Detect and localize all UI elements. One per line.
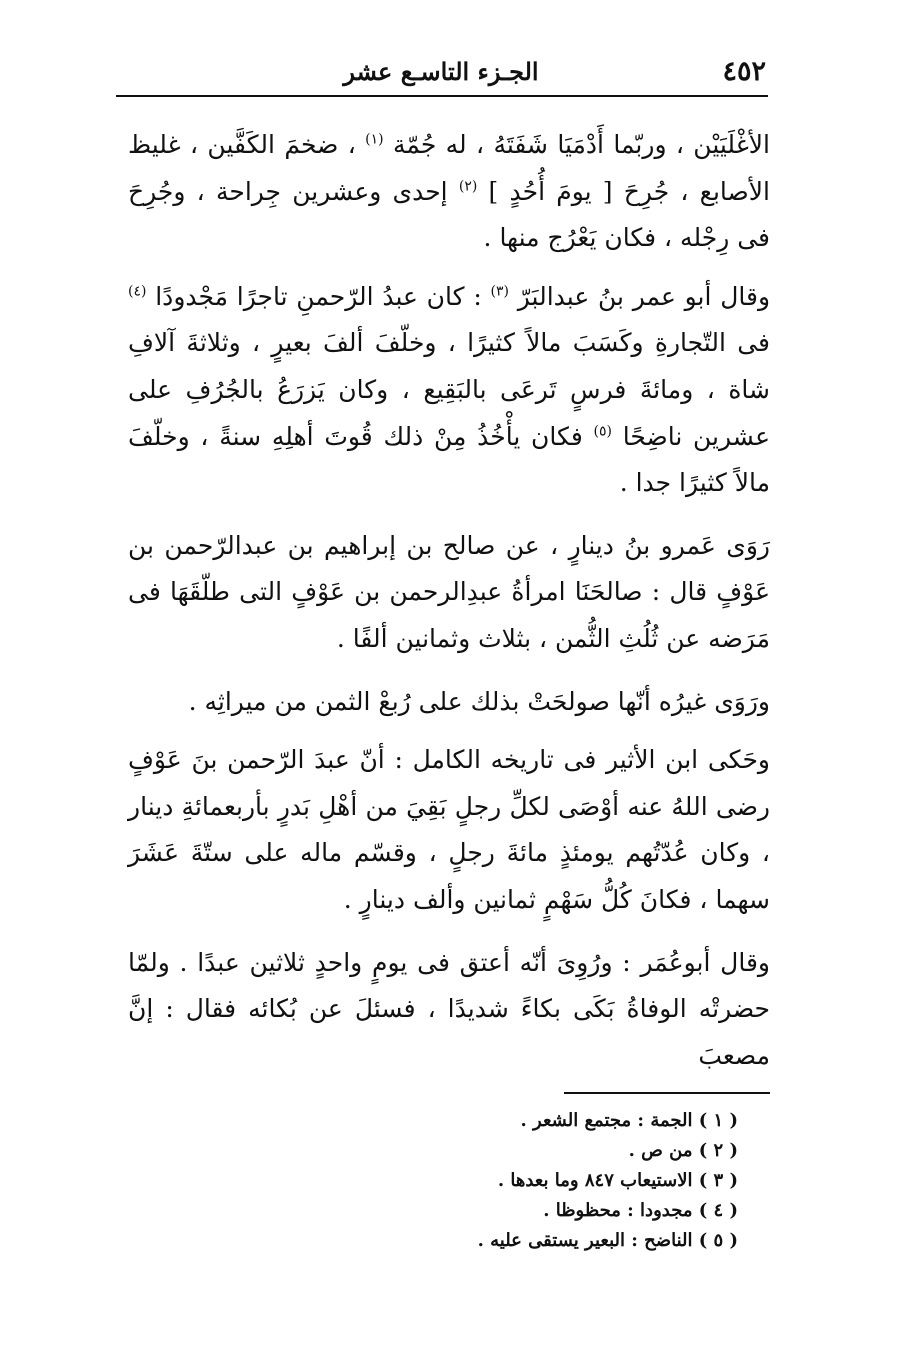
text-run: فكان يأْخُذُ مِنْ ذلك قُوتَ أهلِهِ سنةً ، وخلّفَ مالاً كثيرًا جدا . [128,421,770,498]
footnote-ref-4: (٤) [128,283,147,300]
footnote-ref-3: (٣) [490,283,509,300]
paragraph-1 [128,122,770,262]
paragraph-5: وحَكى ابن الأثير فى تاريخه الكامل : أنّ عبدَ الرّحمن بنَ عَوْفٍ رضى اللهُ عنه أوْصَى لكلِّ رجلٍ بَقِيَ من أهْلِ بَدرٍ بأربعمائةِ دينار ، وكان عُدّتُهم يومئذٍ مائةَ رجلٍ ، وقسّم ماله على ستّةَ عَشَرَ سهما ، فكانَ كُلُّ سَهْمٍ ثمانين وألف دينارٍ . [128,745,770,914]
footnote-1: ( ١ ) الجمة : مجتمع الشعر . [520,1110,738,1131]
footnote-ref-1: (١) [365,131,384,148]
footnote-5: ( ٥ ) الناضح : البعير يستقى عليه . [477,1230,738,1251]
text-run: فى التّجارةِ وكَسَبَ مالاً كثيرًا ، وخلّفَ ألفَ بعيرٍ ، وثلاثةَ آلافِ شاة ، ومائةَ فرسٍ تَرعَى بالبَقِيع ، وكان يَزرَعُ بالجُرُفِ على عشرين ناضِحًا [128,328,771,451]
header-divider [116,95,768,97]
main-text [128,122,770,1079]
text-run: الأغْلَيَيْن ، وربّما أَدْمَيَا شَفَتَهُ ، له جُمّة [392,130,770,159]
footnote-3: ( ٣ ) الاستيعاب ٨٤٧ وما بعدها . [497,1170,738,1191]
paragraph-4: ورَوَى غيرُه أنّها صولحَتْ بذلك على رُبعْ الثمن من ميراثِه . [188,686,770,716]
paragraph-3: رَوَى عَمرو بنُ دينارٍ ، عن صالح بن إبراهيم بن عبدالرّحمن بن عَوْفٍ قال : صالحَنَا امرأةُ عبدِالرحمن بن عَوْفٍ التى طلّقَهَا فى مَرَضه عن ثُلُثِ الثُّمن ، بثلاث وثمانين ألفًا . [128,530,770,653]
page-number: ٤٥٢ [722,56,766,87]
text-run: وقال أبو عمر بنُ عبدالبَرّ [517,281,771,311]
text-run: ، ضخمَ الكَفَّين ، غليظ الأصابع ، جُرِحَ [ يومَ أُحُدٍ ] [128,130,770,206]
footnote-4: ( ٤ ) مجدودا : محظوظا . [543,1200,738,1221]
footnote-ref-2: (٢) [458,178,478,195]
footnotes [318,1106,738,1256]
footnote-ref-5: (٥) [593,423,612,440]
paragraph-6: وقال أبوعُمَر : ورُوِىَ أنّه أعتق فى يومٍ واحدٍ ثلاثين عبدًا . ولمّا حضرتْه الوفاةُ بَكَى بكاءً شديدًا ، فسئلَ عن بُكائه فقال : إنَّ مصعبَ [128,947,770,1070]
footnote-divider [564,1092,770,1094]
page-header [116,52,766,92]
paragraph-2 [128,274,770,507]
running-title: الجـزء التاسـع عشر [343,57,539,86]
footnote-2: ( ٢ ) من ص . [628,1140,738,1161]
text-run: : كان عبدُ الرّحمنِ تاجرًا مَجْدودًا [155,281,482,311]
text-run: إحدى وعشرين جِراحة ، وجُرِحَ فى رِجْله ، فكان يَعْرُج منها . [128,176,770,253]
